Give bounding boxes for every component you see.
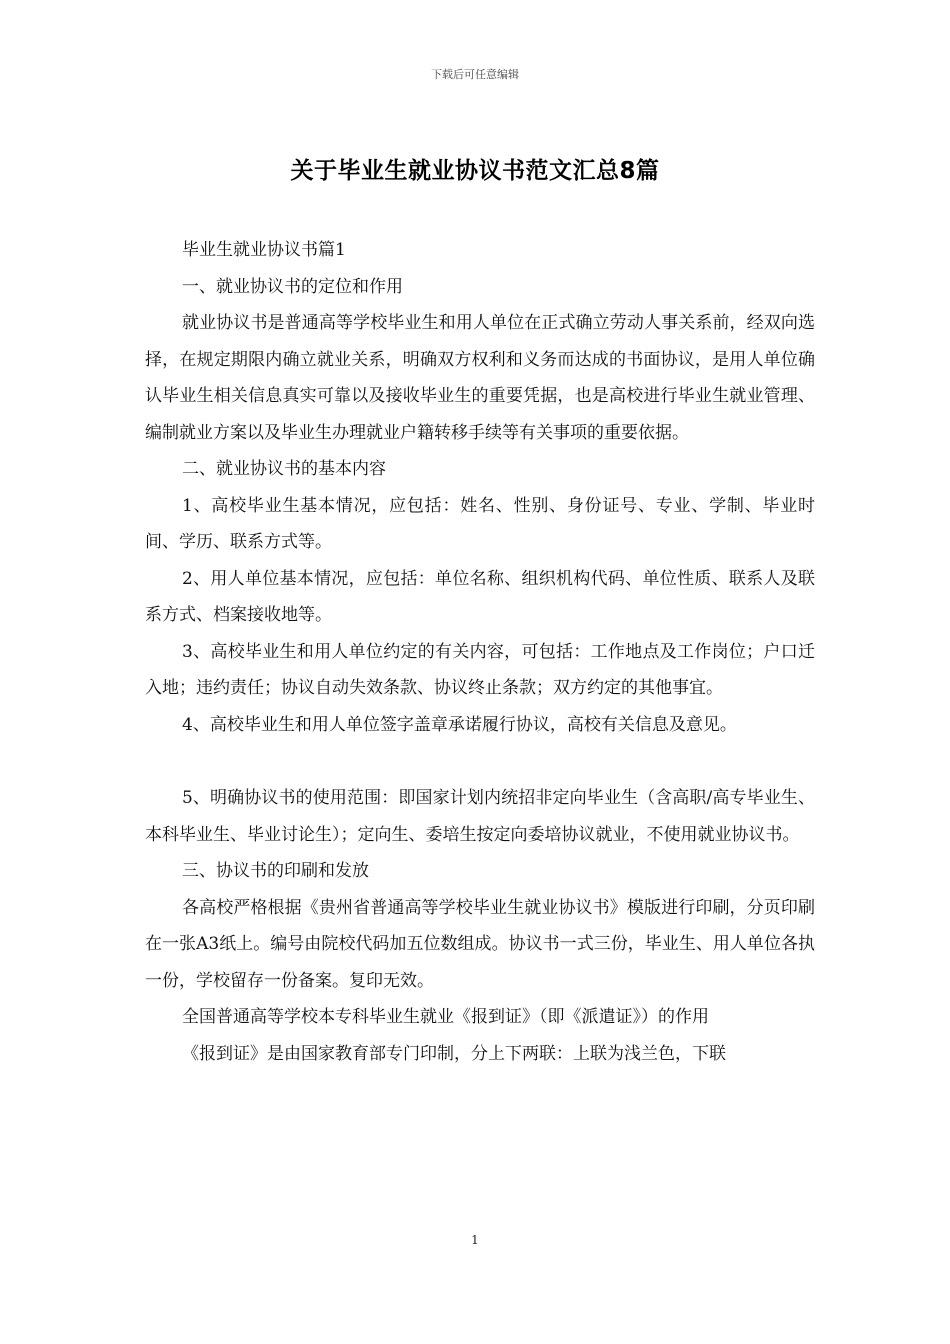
subsection-heading: 二、就业协议书的基本内容 <box>182 459 386 479</box>
subsection-heading: 三、协议书的印刷和发放 <box>182 861 369 881</box>
body-paragraph: 全国普通高等学校本专科毕业生就业《报到证》（即《派遣证》）的作用 <box>182 1007 709 1027</box>
page-number: 1 <box>471 1233 479 1247</box>
list-item: 1、高校毕业生基本情况，应包括：姓名、性别、身份证号、专业、学制、毕业时间、学历、联系方式等。 <box>145 495 815 552</box>
page-header-note: 下载后可任意编辑 <box>431 68 519 81</box>
document-title: 关于毕业生就业协议书范文汇总8篇 <box>290 158 660 184</box>
list-item: 2、用人单位基本情况，应包括：单位名称、组织机构代码、单位性质、联系人及联系方式、档案接收地等。 <box>145 568 815 625</box>
subsection-heading: 一、就业协议书的定位和作用 <box>182 276 403 297</box>
list-item: 4、高校毕业生和用人单位签字盖章承诺履行协议，高校有关信息及意见。 <box>182 714 737 735</box>
list-item: 5、明确协议书的使用范围：即国家计划内统招非定向毕业生（含高职/高专毕业生、本科毕业生、毕业讨论生）；定向生、委培生按定向委培协议就业，不使用就业协议书。 <box>145 788 815 845</box>
document-body <box>145 232 815 1072</box>
blank-line <box>145 743 815 780</box>
section-heading: 毕业生就业协议书篇1 <box>182 240 346 260</box>
body-paragraph: 《报到证》是由国家教育部专门印制，分上下两联：上联为浅兰色，下联 <box>182 1043 726 1064</box>
body-paragraph: 各高校严格根据《贵州省普通高等学校毕业生就业协议书》模版进行印刷，分页印刷在一张A3纸上。编号由院校代码加五位数组成。协议书一式三份，毕业生、用人单位各执一份，学校留存一份备案。复印无效。 <box>145 897 815 991</box>
body-paragraph: 就业协议书是普通高等学校毕业生和用人单位在正式确立劳动人事关系前，经双向选择，在规定期限内确立就业关系，明确双方权利和义务而达成的书面协议，是用人单位确认毕业生相关信息真实可靠以及接收毕业生的重要凭据，也是高校进行毕业生就业管理、编制就业方案以及毕业生办理就业户籍转移手续等有关事项的重要依据。 <box>145 313 815 443</box>
list-item: 3、高校毕业生和用人单位约定的有关内容，可包括：工作地点及工作岗位；户口迁入地；违约责任；协议自动失效条款、协议终止条款；双方约定的其他事宜。 <box>145 641 815 698</box>
